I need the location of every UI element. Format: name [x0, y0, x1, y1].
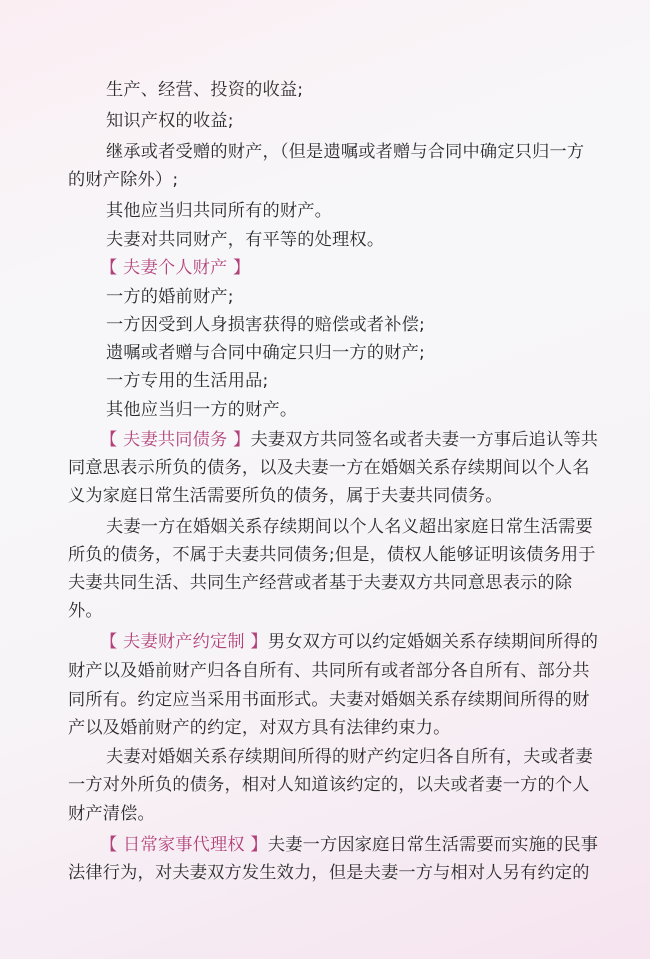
- paragraph-line: 夫妻共同生活、共同生产经营或者基于夫妻双方共同意思表示的除: [68, 573, 573, 593]
- paragraph-line: [100, 833, 598, 857]
- paragraph-line: 一方对外所负的债务，相对人知道该约定的，以夫或者妻一方的个人: [68, 775, 590, 795]
- section-header-joint-debt: 【 夫妻共同债务 】: [100, 430, 251, 450]
- text-line: 的财产除外）;: [68, 170, 179, 190]
- list-item: 一方的婚前财产;: [106, 287, 234, 307]
- paragraph-line: 义为家庭日常生活需要所负的债务，属于夫妻共同债务。: [68, 486, 503, 506]
- paragraph-line: 夫妻对婚姻关系存续期间所得的财产约定归各自所有，夫或者妻: [106, 747, 593, 767]
- text-line: 知识产权的收益;: [106, 111, 234, 131]
- list-item: 一方因受到人身损害获得的赔偿或者补偿;: [106, 315, 425, 335]
- paragraph-line: 法律行为，对夫妻双方发生效力，但是夫妻一方与相对人另有约定的: [68, 863, 590, 883]
- paragraph-line: 外。: [68, 601, 103, 621]
- paragraph-text: 夫妻双方共同签名或者夫妻一方事后追认等共: [250, 430, 599, 450]
- paragraph-line: 产以及婚前财产的约定，对双方具有法律约束力。: [68, 718, 451, 738]
- section-header-household-agency: 【 日常家事代理权 】: [100, 835, 268, 855]
- paragraph-line: 同所有。约定应当采用书面形式。夫妻对婚姻关系存续期间所得的财: [68, 690, 590, 710]
- section-header-personal-property: 【 夫妻个人财产 】: [100, 258, 251, 278]
- paragraph-line: 同意思表示所负的债务，以及夫妻一方在婚姻关系存续期间以个人名: [68, 458, 590, 478]
- list-item: 遗嘱或者赠与合同中确定只归一方的财产;: [106, 343, 425, 363]
- paragraph-line: [100, 428, 598, 452]
- list-item: 一方专用的生活用品;: [106, 371, 269, 391]
- text-line: 生产、经营、投资的收益;: [106, 80, 304, 100]
- section-header-property-agreement: 【 夫妻财产约定制 】: [100, 632, 268, 652]
- text-line: 其他应当归共同所有的财产。: [106, 201, 333, 221]
- text-line: 继承或者受赠的财产，（但是遗嘱或者赠与合同中确定只归一方: [106, 142, 585, 162]
- paragraph-line: 财产清偿。: [68, 804, 155, 824]
- paragraph-line: 财产以及婚前财产归各自所有、共同所有或者部分各自所有、部分共: [68, 661, 590, 681]
- text-line: 夫妻对共同财产，有平等的处理权。: [106, 230, 385, 250]
- list-item: 其他应当归一方的财产。: [106, 400, 298, 420]
- paragraph-line: [100, 630, 598, 654]
- paragraph-line: 夫妻一方在婚姻关系存续期间以个人名义超出家庭日常生活需要: [106, 517, 593, 537]
- paragraph-text: 男女双方可以约定婚姻关系存续期间所得的: [267, 632, 599, 652]
- paragraph-line: 所负的债务，不属于夫妻共同债务;但是，债权人能够证明该债务用于: [68, 545, 596, 565]
- paragraph-text: 夫妻一方因家庭日常生活需要而实施的民事: [267, 835, 599, 855]
